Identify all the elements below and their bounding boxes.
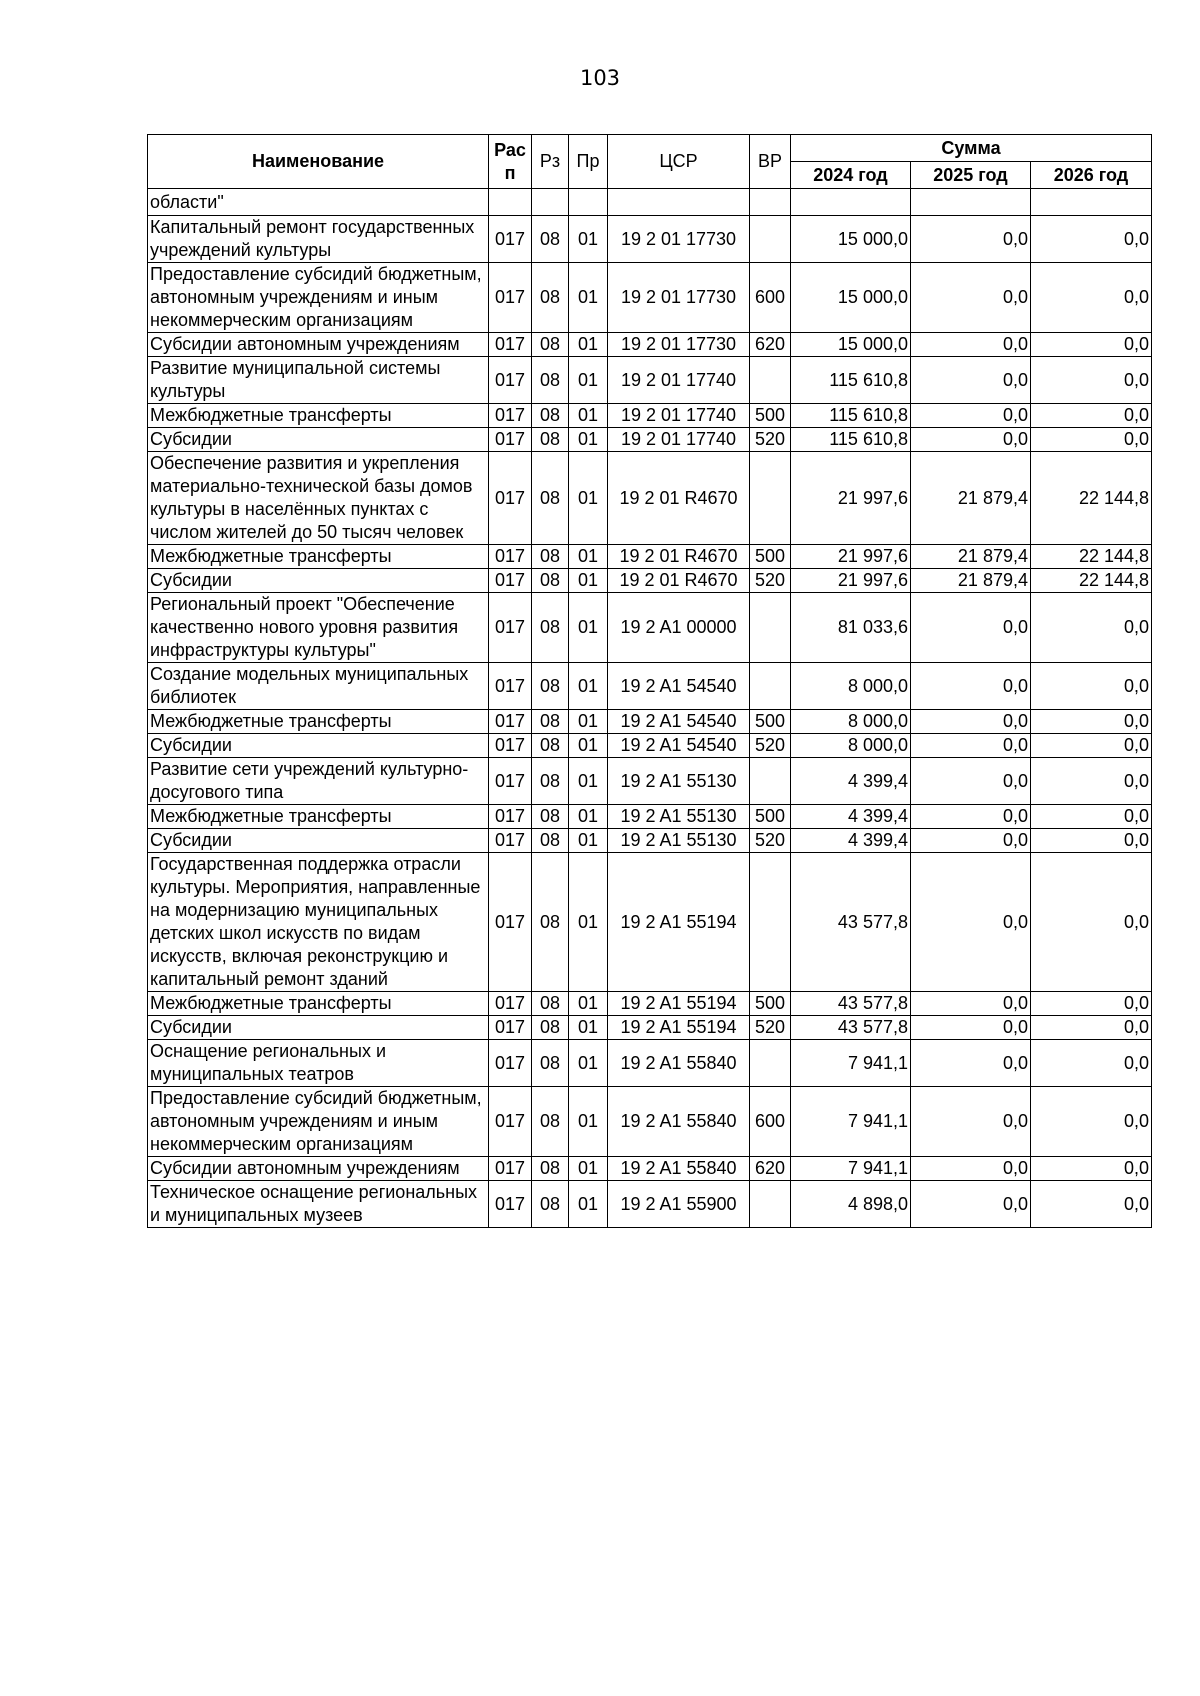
cell-2024: 15 000,0	[791, 263, 911, 333]
table-row	[148, 734, 1152, 758]
cell-rasp: 017	[489, 263, 532, 333]
cell-csr: 19 2 A1 55130	[608, 829, 750, 853]
cell-rasp: 017	[489, 216, 532, 263]
cell-csr: 19 2 A1 55194	[608, 853, 750, 992]
cell-2024: 115 610,8	[791, 404, 911, 428]
cell-name: Предоставление субсидий бюджетным, автономным учреждениям и иным некоммерческим организациям	[148, 1087, 489, 1157]
cell-2024: 115 610,8	[791, 357, 911, 404]
cell-vr: 500	[750, 992, 791, 1016]
cell-rasp: 017	[489, 853, 532, 992]
cell-vr	[750, 758, 791, 805]
cell-2026: 0,0	[1031, 1157, 1152, 1181]
cell-name: Предоставление субсидий бюджетным, автономным учреждениям и иным некоммерческим организациям	[148, 263, 489, 333]
cell-name: Техническое оснащение региональных и муниципальных музеев	[148, 1181, 489, 1228]
header-year-2025: 2025 год	[911, 162, 1031, 189]
cell-csr: 19 2 A1 54540	[608, 734, 750, 758]
cell-pr: 01	[569, 569, 608, 593]
cell-rz: 08	[532, 1181, 569, 1228]
cell-vr	[750, 853, 791, 992]
cell-2024: 4 399,4	[791, 805, 911, 829]
header-rasp: Рас п	[489, 135, 532, 189]
cell-csr: 19 2 A1 55194	[608, 1016, 750, 1040]
cell-csr: 19 2 A1 55840	[608, 1157, 750, 1181]
cell-rz: 08	[532, 829, 569, 853]
cell-rz: 08	[532, 357, 569, 404]
cell-vr: 500	[750, 710, 791, 734]
table-row	[148, 853, 1152, 992]
table-row	[148, 1157, 1152, 1181]
cell-pr: 01	[569, 333, 608, 357]
cell-name: Межбюджетные трансферты	[148, 404, 489, 428]
cell-2025: 0,0	[911, 1016, 1031, 1040]
table-row	[148, 452, 1152, 545]
cell-2025: 21 879,4	[911, 452, 1031, 545]
cell-vr	[750, 357, 791, 404]
cell-2025: 0,0	[911, 992, 1031, 1016]
cell-rasp: 017	[489, 734, 532, 758]
cell-2026: 0,0	[1031, 758, 1152, 805]
header-year-2026: 2026 год	[1031, 162, 1152, 189]
cell-2026: 22 144,8	[1031, 569, 1152, 593]
cell-pr: 01	[569, 428, 608, 452]
cell-rasp: 017	[489, 569, 532, 593]
cell-pr: 01	[569, 829, 608, 853]
cell-name: области"	[148, 189, 489, 216]
cell-rasp: 017	[489, 829, 532, 853]
cell-rz: 08	[532, 452, 569, 545]
cell-csr: 19 2 01 17730	[608, 333, 750, 357]
budget-table	[147, 134, 1152, 1228]
cell-2024: 43 577,8	[791, 1016, 911, 1040]
cell-2026: 0,0	[1031, 1040, 1152, 1087]
table-row	[148, 593, 1152, 663]
cell-pr: 01	[569, 1181, 608, 1228]
table-row	[148, 992, 1152, 1016]
cell-name: Субсидии	[148, 734, 489, 758]
cell-2026: 0,0	[1031, 263, 1152, 333]
cell-csr: 19 2 01 17730	[608, 216, 750, 263]
cell-2026: 0,0	[1031, 593, 1152, 663]
cell-vr: 520	[750, 428, 791, 452]
cell-2025: 21 879,4	[911, 545, 1031, 569]
cell-2026: 0,0	[1031, 1087, 1152, 1157]
cell-vr: 520	[750, 569, 791, 593]
cell-rz: 08	[532, 1087, 569, 1157]
cell-vr: 600	[750, 263, 791, 333]
cell-rasp: 017	[489, 758, 532, 805]
cell-rz: 08	[532, 758, 569, 805]
table-header	[148, 135, 1152, 189]
cell-name: Государственная поддержка отрасли культуры. Мероприятия, направленные на модернизацию муниципальных детских школ искусств по видам искусств, включая реконструкцию и капитальный ремонт зданий	[148, 853, 489, 992]
cell-2025: 0,0	[911, 593, 1031, 663]
cell-pr: 01	[569, 853, 608, 992]
cell-2024: 15 000,0	[791, 333, 911, 357]
cell-name: Субсидии автономным учреждениям	[148, 333, 489, 357]
cell-name: Капитальный ремонт государственных учреждений культуры	[148, 216, 489, 263]
cell-2025	[911, 189, 1031, 216]
cell-pr: 01	[569, 805, 608, 829]
cell-vr: 520	[750, 734, 791, 758]
cell-csr: 19 2 A1 55194	[608, 992, 750, 1016]
cell-2026	[1031, 189, 1152, 216]
cell-rz: 08	[532, 593, 569, 663]
cell-rz: 08	[532, 404, 569, 428]
cell-2024: 4 399,4	[791, 829, 911, 853]
cell-rasp: 017	[489, 404, 532, 428]
cell-2026: 0,0	[1031, 1181, 1152, 1228]
cell-csr: 19 2 A1 54540	[608, 663, 750, 710]
table-body	[148, 189, 1152, 1228]
cell-2025: 0,0	[911, 853, 1031, 992]
page-number: 103	[579, 66, 621, 90]
cell-2025: 0,0	[911, 1087, 1031, 1157]
cell-pr: 01	[569, 710, 608, 734]
table-row	[148, 1016, 1152, 1040]
cell-vr: 600	[750, 1087, 791, 1157]
cell-pr: 01	[569, 663, 608, 710]
cell-2026: 0,0	[1031, 216, 1152, 263]
cell-csr: 19 2 01 17740	[608, 404, 750, 428]
cell-rasp: 017	[489, 663, 532, 710]
cell-vr	[750, 593, 791, 663]
cell-pr	[569, 189, 608, 216]
cell-pr: 01	[569, 992, 608, 1016]
cell-2025: 0,0	[911, 758, 1031, 805]
cell-rz: 08	[532, 545, 569, 569]
cell-2026: 0,0	[1031, 710, 1152, 734]
cell-pr: 01	[569, 1087, 608, 1157]
cell-pr: 01	[569, 216, 608, 263]
cell-csr: 19 2 01 R4670	[608, 545, 750, 569]
cell-rasp: 017	[489, 1181, 532, 1228]
cell-rasp: 017	[489, 545, 532, 569]
cell-vr: 620	[750, 333, 791, 357]
cell-2026: 0,0	[1031, 357, 1152, 404]
cell-vr	[750, 1040, 791, 1087]
cell-rz: 08	[532, 1157, 569, 1181]
table-row	[148, 758, 1152, 805]
table-row	[148, 1181, 1152, 1228]
cell-rz: 08	[532, 216, 569, 263]
table-row	[148, 189, 1152, 216]
cell-rasp: 017	[489, 1157, 532, 1181]
cell-vr	[750, 452, 791, 545]
cell-rz: 08	[532, 333, 569, 357]
cell-rasp: 017	[489, 357, 532, 404]
cell-rz	[532, 189, 569, 216]
header-pr: Пр	[569, 135, 608, 189]
cell-2025: 0,0	[911, 216, 1031, 263]
cell-2024: 8 000,0	[791, 663, 911, 710]
cell-2024	[791, 189, 911, 216]
cell-rz: 08	[532, 734, 569, 758]
cell-rasp: 017	[489, 1040, 532, 1087]
cell-name: Межбюджетные трансферты	[148, 545, 489, 569]
cell-name: Субсидии	[148, 829, 489, 853]
cell-name: Субсидии	[148, 569, 489, 593]
cell-rz: 08	[532, 1016, 569, 1040]
cell-2024: 21 997,6	[791, 545, 911, 569]
cell-vr: 500	[750, 545, 791, 569]
cell-2024: 7 941,1	[791, 1157, 911, 1181]
header-name: Наименование	[148, 135, 489, 189]
cell-rasp: 017	[489, 593, 532, 663]
cell-pr: 01	[569, 1040, 608, 1087]
header-year-2024: 2024 год	[791, 162, 911, 189]
cell-2025: 0,0	[911, 710, 1031, 734]
cell-2024: 21 997,6	[791, 452, 911, 545]
cell-2024: 21 997,6	[791, 569, 911, 593]
header-rz: Рз	[532, 135, 569, 189]
cell-csr: 19 2 A1 55900	[608, 1181, 750, 1228]
cell-pr: 01	[569, 1157, 608, 1181]
cell-rasp: 017	[489, 1016, 532, 1040]
cell-2025: 0,0	[911, 333, 1031, 357]
cell-csr: 19 2 01 R4670	[608, 452, 750, 545]
cell-rasp: 017	[489, 805, 532, 829]
header-vr: ВР	[750, 135, 791, 189]
cell-name: Межбюджетные трансферты	[148, 710, 489, 734]
cell-2026: 0,0	[1031, 1016, 1152, 1040]
cell-2025: 0,0	[911, 1040, 1031, 1087]
cell-rasp: 017	[489, 1087, 532, 1157]
cell-2025: 0,0	[911, 805, 1031, 829]
cell-2025: 0,0	[911, 357, 1031, 404]
cell-2024: 8 000,0	[791, 734, 911, 758]
header-sum: Сумма	[791, 135, 1152, 162]
cell-rasp	[489, 189, 532, 216]
table-row	[148, 829, 1152, 853]
cell-name: Создание модельных муниципальных библиотек	[148, 663, 489, 710]
cell-2024: 15 000,0	[791, 216, 911, 263]
cell-vr	[750, 189, 791, 216]
cell-rasp: 017	[489, 452, 532, 545]
cell-name: Обеспечение развития и укрепления материально-технической базы домов культуры в населённых пунктах с числом жителей до 50 тысяч человек	[148, 452, 489, 545]
cell-rz: 08	[532, 428, 569, 452]
cell-2024: 43 577,8	[791, 853, 911, 992]
cell-2025: 0,0	[911, 734, 1031, 758]
cell-2026: 0,0	[1031, 805, 1152, 829]
cell-rasp: 017	[489, 428, 532, 452]
cell-2025: 0,0	[911, 1181, 1031, 1228]
table-row	[148, 333, 1152, 357]
cell-pr: 01	[569, 593, 608, 663]
cell-2024: 7 941,1	[791, 1087, 911, 1157]
cell-2026: 0,0	[1031, 992, 1152, 1016]
cell-csr: 19 2 01 17740	[608, 428, 750, 452]
cell-2024: 7 941,1	[791, 1040, 911, 1087]
cell-name: Развитие муниципальной системы культуры	[148, 357, 489, 404]
cell-2026: 0,0	[1031, 404, 1152, 428]
cell-vr	[750, 663, 791, 710]
cell-2026: 0,0	[1031, 734, 1152, 758]
table-row	[148, 663, 1152, 710]
table-row	[148, 357, 1152, 404]
cell-name: Межбюджетные трансферты	[148, 805, 489, 829]
cell-rz: 08	[532, 853, 569, 992]
cell-2025: 0,0	[911, 829, 1031, 853]
cell-2024: 115 610,8	[791, 428, 911, 452]
cell-pr: 01	[569, 452, 608, 545]
cell-vr: 520	[750, 829, 791, 853]
cell-rz: 08	[532, 1040, 569, 1087]
cell-csr: 19 2 A1 55130	[608, 805, 750, 829]
cell-rz: 08	[532, 710, 569, 734]
cell-csr: 19 2 01 17740	[608, 357, 750, 404]
cell-rasp: 017	[489, 710, 532, 734]
cell-2025: 0,0	[911, 1157, 1031, 1181]
table-row	[148, 428, 1152, 452]
cell-2025: 0,0	[911, 263, 1031, 333]
cell-name: Оснащение региональных и муниципальных театров	[148, 1040, 489, 1087]
cell-name: Региональный проект "Обеспечение качественно нового уровня развития инфраструктуры культуры"	[148, 593, 489, 663]
table-row	[148, 805, 1152, 829]
cell-2024: 81 033,6	[791, 593, 911, 663]
cell-rz: 08	[532, 805, 569, 829]
cell-pr: 01	[569, 357, 608, 404]
cell-2025: 0,0	[911, 428, 1031, 452]
cell-2026: 22 144,8	[1031, 452, 1152, 545]
cell-vr: 500	[750, 805, 791, 829]
header-csr: ЦСР	[608, 135, 750, 189]
table-row	[148, 545, 1152, 569]
cell-csr: 19 2 A1 55130	[608, 758, 750, 805]
table-row	[148, 263, 1152, 333]
table-row	[148, 1087, 1152, 1157]
cell-name: Развитие сети учреждений культурно-досугового типа	[148, 758, 489, 805]
cell-vr: 500	[750, 404, 791, 428]
cell-vr: 620	[750, 1157, 791, 1181]
cell-csr	[608, 189, 750, 216]
cell-vr	[750, 1181, 791, 1228]
table-row	[148, 404, 1152, 428]
cell-2025: 0,0	[911, 663, 1031, 710]
cell-rz: 08	[532, 663, 569, 710]
cell-2026: 0,0	[1031, 829, 1152, 853]
cell-rz: 08	[532, 569, 569, 593]
cell-csr: 19 2 01 17730	[608, 263, 750, 333]
table-row	[148, 1040, 1152, 1087]
table-row	[148, 216, 1152, 263]
cell-pr: 01	[569, 263, 608, 333]
cell-2026: 0,0	[1031, 333, 1152, 357]
cell-vr: 520	[750, 1016, 791, 1040]
cell-csr: 19 2 A1 55840	[608, 1087, 750, 1157]
cell-2024: 8 000,0	[791, 710, 911, 734]
cell-rz: 08	[532, 992, 569, 1016]
cell-name: Субсидии	[148, 428, 489, 452]
cell-pr: 01	[569, 1016, 608, 1040]
cell-2026: 0,0	[1031, 853, 1152, 992]
table-row	[148, 710, 1152, 734]
cell-2025: 0,0	[911, 404, 1031, 428]
cell-pr: 01	[569, 758, 608, 805]
cell-2025: 21 879,4	[911, 569, 1031, 593]
cell-rz: 08	[532, 263, 569, 333]
table-row	[148, 569, 1152, 593]
cell-name: Субсидии автономным учреждениям	[148, 1157, 489, 1181]
cell-rasp: 017	[489, 992, 532, 1016]
cell-2024: 4 399,4	[791, 758, 911, 805]
cell-2026: 0,0	[1031, 663, 1152, 710]
cell-csr: 19 2 A1 00000	[608, 593, 750, 663]
cell-pr: 01	[569, 404, 608, 428]
cell-name: Субсидии	[148, 1016, 489, 1040]
cell-csr: 19 2 A1 55840	[608, 1040, 750, 1087]
cell-2026: 0,0	[1031, 428, 1152, 452]
cell-pr: 01	[569, 734, 608, 758]
cell-csr: 19 2 01 R4670	[608, 569, 750, 593]
cell-2026: 22 144,8	[1031, 545, 1152, 569]
cell-pr: 01	[569, 545, 608, 569]
cell-2024: 4 898,0	[791, 1181, 911, 1228]
cell-vr	[750, 216, 791, 263]
cell-csr: 19 2 A1 54540	[608, 710, 750, 734]
cell-2024: 43 577,8	[791, 992, 911, 1016]
cell-name: Межбюджетные трансферты	[148, 992, 489, 1016]
cell-rasp: 017	[489, 333, 532, 357]
